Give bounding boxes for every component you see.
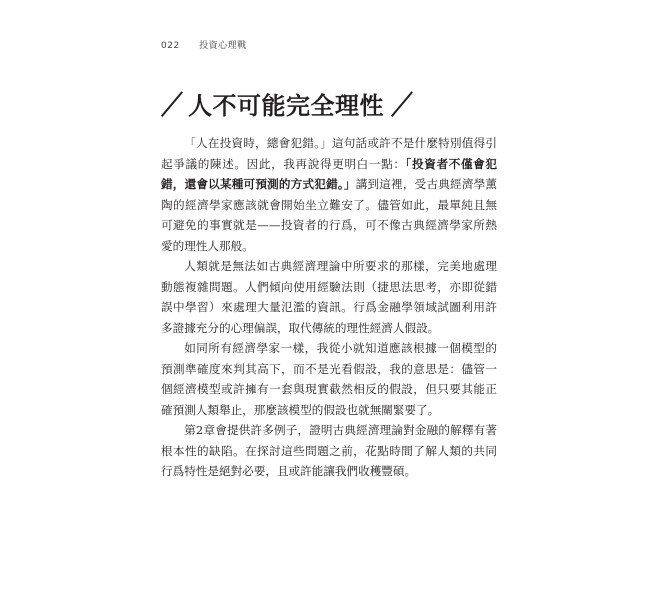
book-title: 投資心理戰 — [199, 41, 247, 51]
running-header — [161, 38, 247, 51]
slash-ornament-left — [160, 89, 182, 117]
slash-ornament-right — [390, 89, 412, 117]
paragraph-1-before: 「人在投資時，總會犯錯。」這句話或許不是什麼特別值得引起爭議的陳述。因此，我再說得更明白一點： — [161, 136, 497, 171]
paragraph-1-after: 講到這裡，受古典經濟學薰陶的經濟學家應該就會開始坐立難安了。儘管如此，最單純且無可避免的事實就是——投資者的行爲，可不像古典經濟學家所熱愛的理性人那般。 — [161, 177, 497, 253]
paragraph-1 — [161, 133, 497, 256]
page-number: 022 — [161, 41, 180, 51]
body-text — [161, 133, 497, 482]
section-title: 人不可能完全理性 — [188, 91, 384, 120]
paragraph-4: 第2章會提供許多例子，證明古典經濟理論對金融的解釋有著根本性的缺陷。在探討這些問題之前，花點時間了解人類的共同行爲特性是絕對必要，且或許能讓我們收穫豐碩。 — [161, 423, 497, 478]
section-heading — [160, 86, 412, 120]
paragraph-2: 人類就是無法如古典經濟理論中所要求的那樣，完美地處理動態複雜問題。人們傾向使用經驗法則（捷思法思考，亦即從錯誤中學習）來處理大量氾濫的資訊。行爲金融學領域試圖利用許多證據充分的心理偏誤，取代傳統的理性經濟人假設。 — [161, 259, 497, 335]
paragraph-3: 如同所有經濟學家一樣，我從小就知道應該根據一個模型的預測準確度來判其高下，而不是光看假設，我的意思是：儘管一個經濟模型或許擁有一套與現實截然相反的假設，但只要其能正確預測人類舉止，那麼該模型的假設也就無關緊要了。 — [161, 341, 497, 417]
paragraph-1-emphasis: 「投資者不僅會犯錯，還會以某種可預測的方式犯錯。」 — [161, 156, 497, 191]
